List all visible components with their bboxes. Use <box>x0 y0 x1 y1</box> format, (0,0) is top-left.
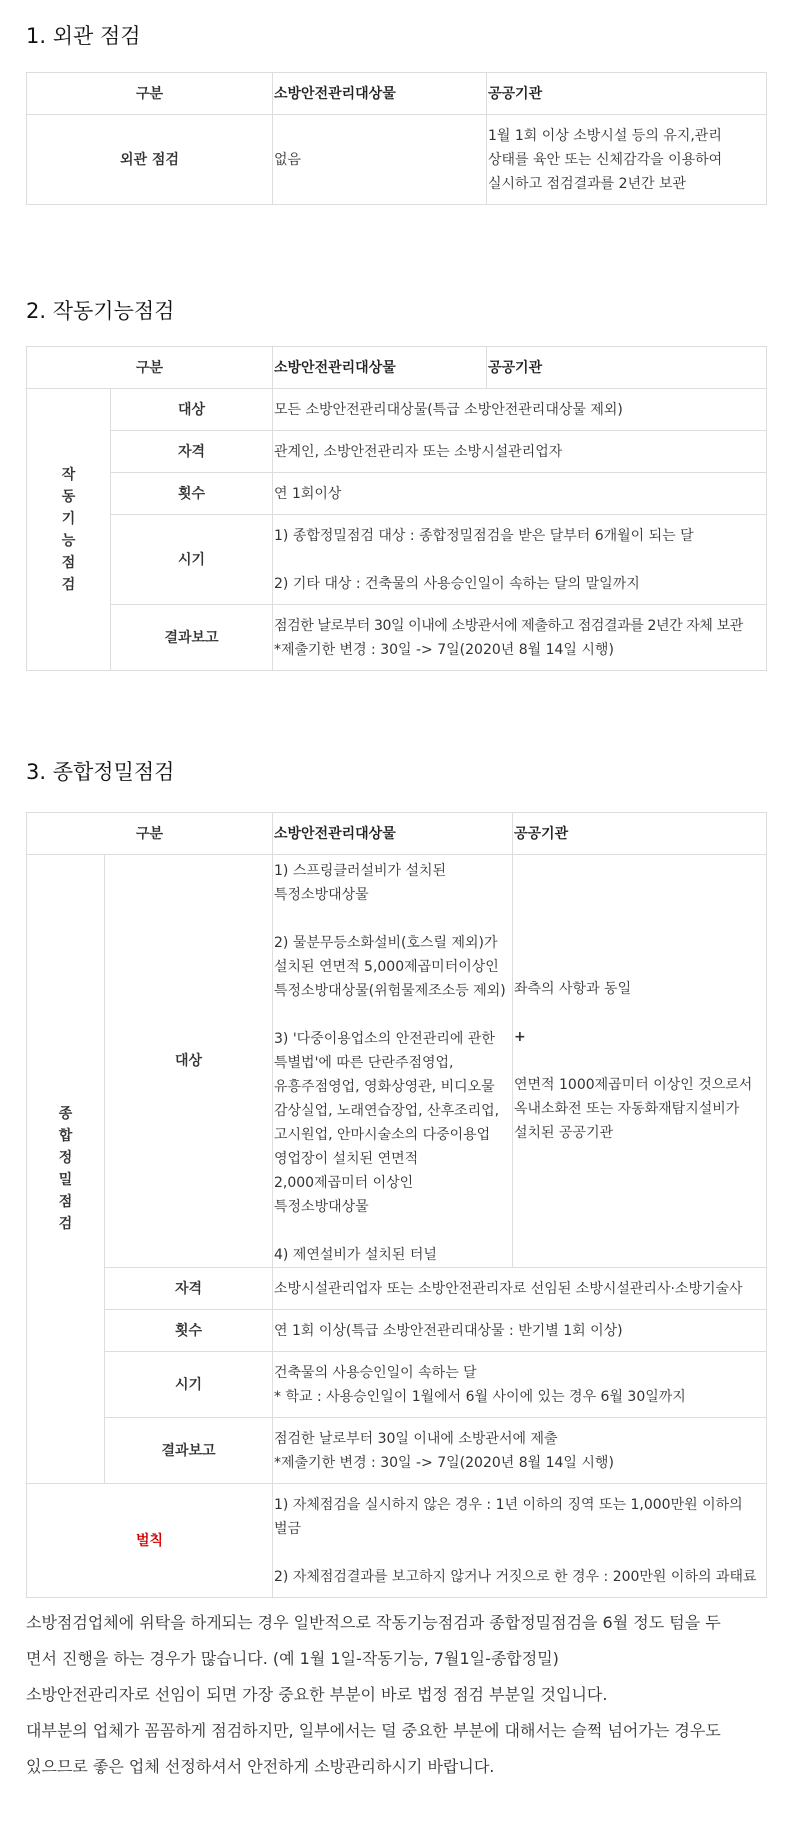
table-row <box>27 1310 767 1352</box>
table-header-row <box>27 73 767 115</box>
penalty-row <box>27 1484 767 1598</box>
table-row <box>27 855 767 1268</box>
header-target: 소방안전관리대상물 <box>273 813 513 855</box>
section2-title: 2. 작동기능점검 <box>26 299 175 323</box>
header-public: 공공기관 <box>487 73 767 115</box>
row-value-line: *제출기한 변경 : 30일 -> 7일(2020년 8월 14일 시행) <box>274 641 614 658</box>
row-label: 자격 <box>111 431 273 473</box>
row-value-line: 점검한 날로부터 30일 이내에 소방관서에 제출 <box>274 1430 558 1447</box>
table-row <box>27 389 767 431</box>
row-label: 횟수 <box>111 473 273 515</box>
table-row <box>27 515 767 605</box>
row-value: 소방시설관리업자 또는 소방안전관리자로 선임된 소방시설관리사·소방기술사 <box>273 1268 767 1310</box>
section1-table <box>26 72 767 205</box>
row-value-line: * 학교 : 사용승인일이 1월에서 6월 사이에 있는 경우 6월 30일까지 <box>274 1388 686 1405</box>
header-category: 구분 <box>27 813 273 855</box>
row-value-line: 건축물의 사용승인일이 속하는 달 <box>274 1364 477 1381</box>
header-category: 구분 <box>27 347 273 389</box>
paragraph-line: 있으므로 좋은 업체 선정하셔서 안전하게 소방관리하시기 바랍니다. <box>26 1757 495 1776</box>
table-row <box>27 1352 767 1418</box>
list-item: 3) '다중이용업소의 안전관리에 관한 특별법'에 따른 단란주점영업, 유흥주점영업, 영화상영관, 비디오물 감상실업, 노래연습장업, 산후조리업, 고시원업, 안마시술소의 다중이용업 영업장이 설치된 연면적 2,000제곱미터 이상인 특정소방대상물 <box>274 1031 500 1215</box>
section1-title: 1. 외관 점검 <box>26 24 141 48</box>
row-label: 결과보고 <box>105 1418 273 1484</box>
row-value-line: 점검한 날로부터 30일 이내에 소방관서에 제출하고 점검결과를 2년간 자체 보관 <box>274 617 743 634</box>
table-row <box>27 1268 767 1310</box>
row-label: 대상 <box>111 389 273 431</box>
row-label: 시기 <box>111 515 273 605</box>
table-row <box>27 431 767 473</box>
penalty-value <box>273 1484 767 1598</box>
row-value <box>273 1418 767 1484</box>
table-row <box>27 473 767 515</box>
paragraph-line: 면서 진행을 하는 경우가 많습니다. (예 1월 1일-작동기능, 7월1일-종합정밀) <box>26 1649 559 1668</box>
row-public: 1월 1회 이상 소방시설 등의 유지,관리 상태를 육안 또는 신체감각을 이용하여 실시하고 점검결과를 2년간 보관 <box>487 115 767 205</box>
row-target: 없음 <box>273 115 487 205</box>
table-row <box>27 1418 767 1484</box>
header-public: 공공기관 <box>513 813 767 855</box>
row-label: 시기 <box>105 1352 273 1418</box>
row-value: 관계인, 소방안전관리자 또는 소방시설관리업자 <box>273 431 767 473</box>
row-value <box>273 515 767 605</box>
table-header-row <box>27 813 767 855</box>
public-line: 좌측의 사항과 동일 <box>514 981 632 997</box>
target-list <box>273 855 513 1268</box>
paragraph-line: 소방안전관리자로 선임이 되면 가장 중요한 부분이 바로 법정 점검 부분일 것입니다. <box>26 1685 608 1704</box>
row-value-line: 2) 기타 대상 : 건축물의 사용승인일이 속하는 달의 말일까지 <box>274 575 640 592</box>
row-value: 연 1회이상 <box>273 473 767 515</box>
row-label: 외관 점검 <box>27 115 273 205</box>
header-target: 소방안전관리대상물 <box>273 73 487 115</box>
header-target: 소방안전관리대상물 <box>273 347 487 389</box>
row-label: 자격 <box>105 1268 273 1310</box>
row-label: 결과보고 <box>111 605 273 671</box>
list-item: 2) 물분무등소화설비(호스릴 제외)가 설치된 연면적 5,000제곱미터이상인 특정소방대상물(위험물제조소등 제외) <box>274 935 506 999</box>
table-row <box>27 115 767 205</box>
table-row <box>27 605 767 671</box>
row-value: 연 1회 이상(특급 소방안전관리대상물 : 반기별 1회 이상) <box>273 1310 767 1352</box>
table-header-row <box>27 347 767 389</box>
row-value <box>273 605 767 671</box>
penalty-line: 1) 자체점검을 실시하지 않은 경우 : 1년 이하의 징역 또는 1,000만원 이하의 벌금 <box>274 1496 743 1537</box>
row-value: 모든 소방안전관리대상물(특급 소방안전관리대상물 제외) <box>273 389 767 431</box>
penalty-line: 2) 자체점검결과를 보고하지 않거나 거짓으로 한 경우 : 200만원 이하의 과태료 <box>274 1568 757 1585</box>
paragraph-line: 대부분의 업체가 꼼꼼하게 점검하지만, 일부에서는 덜 중요한 부분에 대해서는 슬쩍 넘어가는 경우도 <box>26 1721 721 1740</box>
row-value-line: *제출기한 변경 : 30일 -> 7일(2020년 8월 14일 시행) <box>274 1454 614 1471</box>
group-label: 작 동 기 능 점 검 <box>27 389 111 671</box>
row-value-line: 1) 종합정밀점검 대상 : 종합정밀점검을 받은 달부터 6개월이 되는 달 <box>274 527 694 544</box>
header-public: 공공기관 <box>487 347 767 389</box>
public-line: 연면적 1000제곱미터 이상인 것으로서 옥내소화전 또는 자동화재탐지설비가 설치된 공공기관 <box>514 1077 753 1141</box>
row-value <box>273 1352 767 1418</box>
section2-table <box>26 346 767 671</box>
row-label: 횟수 <box>105 1310 273 1352</box>
list-item: 1) 스프링클러설비가 설치된 특정소방대상물 <box>274 863 447 903</box>
paragraph-line: 소방점검업체에 위탁을 하게되는 경우 일반적으로 작동기능점검과 종합정밀점검을 6월 정도 텀을 두 <box>26 1613 721 1632</box>
row-label: 대상 <box>105 855 273 1268</box>
public-target <box>513 855 767 1268</box>
list-item: 4) 제연설비가 설치된 터널 <box>274 1247 437 1263</box>
header-category: 구분 <box>27 73 273 115</box>
penalty-label: 벌칙 <box>27 1484 273 1598</box>
group-label: 종 합 정 밀 점 검 <box>27 855 105 1484</box>
plus-sign: + <box>514 1029 526 1045</box>
section3-title: 3. 종합정밀점검 <box>26 760 175 784</box>
closing-paragraph <box>26 1605 766 1785</box>
section3-table <box>26 812 767 1598</box>
